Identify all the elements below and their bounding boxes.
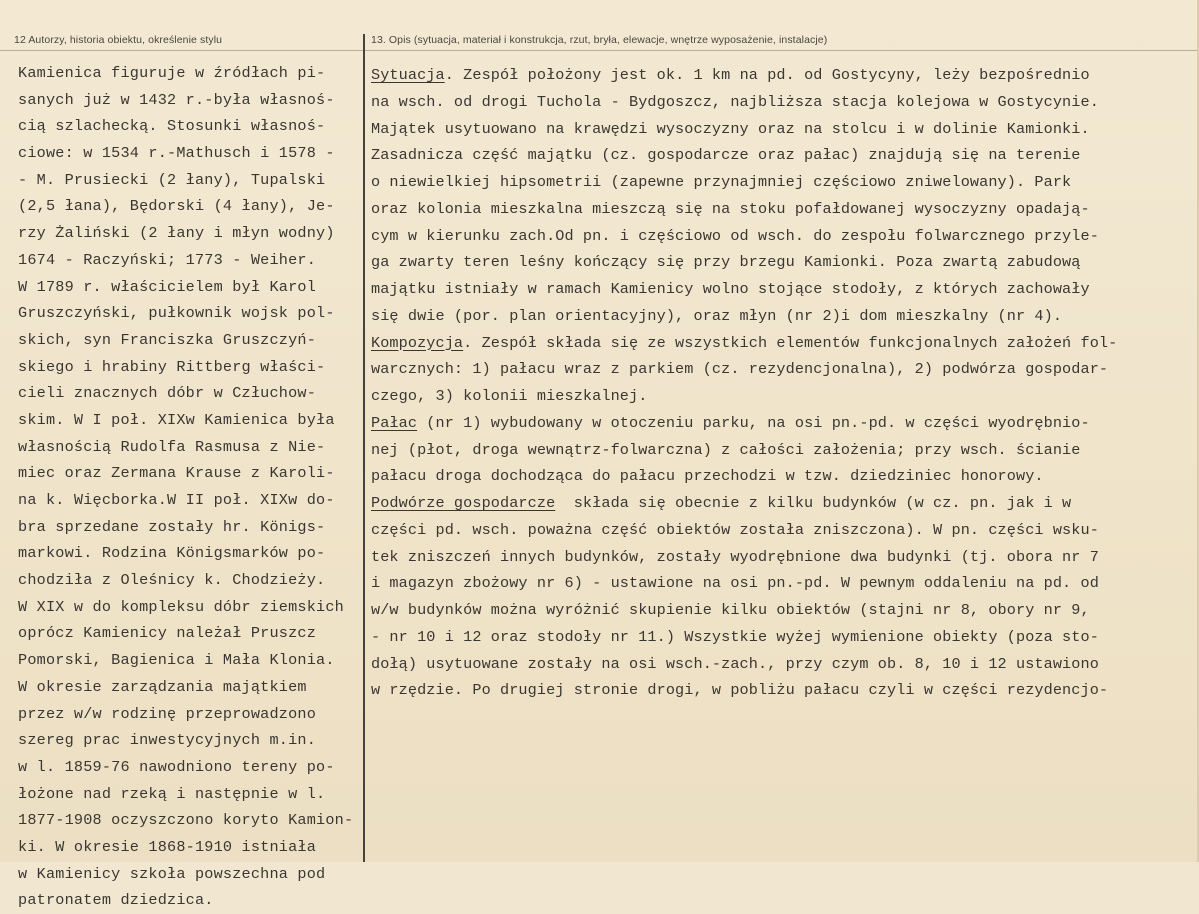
history-text-line: Pomorski, Bagienica i Mała Klonia. (18, 651, 335, 670)
description-text-line (371, 624, 1191, 651)
description-text-line (371, 276, 1191, 303)
history-text-line: chodziła z Oleśnicy k. Chodzieży. (18, 571, 326, 590)
line-text: - nr 10 i 12 oraz stodoły nr 11.) Wszystkie wyżej wymienione obiekty (poza sto- (371, 627, 1099, 646)
history-text-line: sanych już w 1432 r.-była własnoś- (18, 90, 335, 109)
line-text: pałacu droga dochodząca do pałacu przechodzi w tzw. dziedziniec honorowy. (371, 467, 1044, 486)
description-text-line (371, 303, 1191, 330)
description-text-line (371, 570, 1191, 597)
line-text: w rzędzie. Po drugiej stronie drogi, w pobliżu pałacu czyli w części rezydencjo- (371, 681, 1109, 700)
description-text-line (371, 62, 1191, 89)
line-text: . Zespół składa się ze wszystkich elementów funkcjonalnych założeń fol- (463, 333, 1118, 352)
description-text-line (371, 597, 1191, 624)
section-heading: Podwórze gospodarcze (371, 494, 556, 512)
description-text-line (371, 677, 1191, 704)
history-text-line: ciowe: w 1534 r.-Mathusch i 1578 - (18, 144, 335, 163)
line-text: czego, 3) kolonii mieszkalnej. (371, 387, 648, 405)
section-heading: Kompozycja (371, 333, 464, 352)
history-text-line: skim. W I poł. XIXw Kamienica była (18, 410, 335, 429)
description-column (371, 62, 1191, 704)
header-rule (0, 50, 1199, 51)
line-text: Zasadnicza część majątku (cz. gospodarcze oraz pałac) znajdują się na terenie (371, 146, 1081, 165)
history-text-line: - M. Prusiecki (2 łany), Tupalski (18, 170, 326, 189)
history-text-line: cią szlachecką. Stosunki własnoś- (18, 117, 326, 136)
line-text: nej (płot, droga wewnątrz-folwarczna) z całości założenia; przy wsch. ścianie (371, 440, 1081, 459)
line-text: cym w kierunku zach.Od pn. i częściowo od wsch. do zespołu folwarcznego przyle- (371, 226, 1099, 245)
history-text-line: Gruszczyński, pułkownik wojsk pol- (18, 304, 335, 323)
description-text-line (371, 544, 1191, 571)
history-text-line: łożone nad rzeką i następnie w l. (18, 784, 326, 803)
line-text: warcznych: 1) pałacu wraz z parkiem (cz. rezydencjonalna), 2) podwórza gospodar- (371, 360, 1109, 379)
history-text-line: W XIX w do kompleksu dóbr ziemskich (18, 597, 344, 616)
line-text: oraz kolonia mieszkalna mieszczą się na stoku pofałdowanej wysoczyzny opadają- (371, 199, 1090, 218)
description-text-line (371, 89, 1191, 116)
description-text-line (371, 223, 1191, 250)
history-column (18, 60, 363, 914)
line-text: części pd. wsch. poważna część obiektów została zniszczona). W pn. części wsku- (371, 520, 1099, 539)
description-text-line (371, 330, 1191, 357)
description-text-line (371, 196, 1191, 223)
line-text: o niewielkiej hipsometrii (zapewne przynajmniej częściowo zniwelowany). Park (371, 173, 1072, 191)
history-text-line: własnością Rudolfa Rasmusa z Nie- (18, 437, 326, 456)
section-heading: Sytuacja (371, 66, 445, 84)
description-text-line (371, 142, 1191, 169)
history-text-line: cieli znacznych dóbr w Człuchow- (18, 384, 317, 403)
description-text-line (371, 116, 1191, 143)
history-text-line: skich, syn Franciszka Gruszczyń- (18, 330, 317, 349)
history-text-line: 1674 - Raczyński; 1773 - Weiher. (18, 250, 317, 269)
line-text: i magazyn zbożowy nr 6) - ustawione na osi pn.-pd. W pewnym oddaleniu na pd. od (371, 574, 1099, 593)
line-text: się dwie (por. plan orientacyjny), oraz młyn (nr 2)i dom mieszkalny (nr 4). (371, 306, 1063, 325)
line-text: na wsch. od drogi Tuchola - Bydgoszcz, najbliższa stacja kolejowa w Gostycynie. (371, 92, 1099, 111)
description-text-line (371, 490, 1191, 517)
description-text-line (371, 651, 1191, 678)
history-text-line: rzy Żaliński (2 łany i młyn wodny) (18, 224, 335, 243)
history-text-line: markowi. Rodzina Königsmarków po- (18, 544, 326, 563)
description-text-line (371, 437, 1191, 464)
line-text: w/w budynków można wyróżnić skupienie kilku obiektów (stajni nr 8, obory nr 9, (371, 601, 1090, 619)
right-column-header: 13. Opis (sytuacja, materiał i konstrukcja, rzut, bryła, elewacje, wnętrze wyposażenie, instalacje) (371, 34, 828, 46)
history-text-line: na k. Więcborka.W II poł. XIXw do- (18, 491, 335, 509)
line-text: składa się obecnie z kilku budynków (w cz. pn. jak i w (555, 494, 1072, 512)
history-text-line: W 1789 r. właścicielem był Karol (18, 277, 317, 296)
description-text-line (371, 249, 1191, 276)
history-text-line: przez w/w rodzinę przeprowadzono (18, 704, 317, 723)
history-text-line: oprócz Kamienicy należał Pruszcz (18, 624, 317, 643)
description-text-line (371, 169, 1191, 196)
line-text: (nr 1) wybudowany w otoczeniu parku, na osi pn.-pd. w części wyodrębnio- (417, 413, 1090, 432)
line-text: majątku istniały w ramach Kamienicy wolno stojące stodoły, z których zachowały (371, 280, 1090, 298)
description-text-line (371, 463, 1191, 490)
history-text-line: w l. 1859-76 nawodniono tereny po- (18, 757, 335, 776)
line-text: Majątek usytuowano na krawędzi wysoczyzny oraz na stolcu i w dolinie Kamionki. (371, 119, 1090, 138)
left-column-header: 12 Autorzy, historia obiektu, określenie stylu (14, 34, 223, 46)
history-text-line: bra sprzedane zostały hr. Königs- (18, 517, 326, 536)
history-text-line: 1877-1908 oczyszczono koryto Kamion- (18, 811, 354, 830)
description-text-line (371, 356, 1191, 383)
history-text-line: patronatem dziedzica. (18, 891, 214, 910)
history-text-line: (2,5 łana), Będorski (4 łany), Je- (18, 197, 335, 216)
column-divider (363, 34, 365, 862)
history-text-line: szereg prac inwestycyjnych m.in. (18, 731, 317, 750)
history-text-line: skiego i hrabiny Rittberg właści- (18, 357, 326, 376)
line-text: dołą) usytuowane zostały na osi wsch.-zach., przy czym ob. 8, 10 i 12 ustawiono (371, 654, 1099, 673)
history-text-line: miec oraz Zermana Krause z Karoli- (18, 464, 335, 483)
history-text-line: Kamienica figuruje w źródłach pi- (18, 64, 326, 82)
line-text: . Zespół położony jest ok. 1 km na pd. od Gostycyny, leży bezpośrednio (444, 66, 1090, 84)
description-text-line (371, 383, 1191, 410)
line-text: ga zwarty teren leśny kończący się przy brzegu Kamionki. Poza zwartą zabudową (371, 253, 1081, 272)
history-text-line: w Kamienicy szkoła powszechna pod (18, 864, 326, 883)
line-text: tek zniszczeń innych budynków, zostały wyodrębnione dwa budynki (tj. obora nr 7 (371, 547, 1099, 566)
description-text-line (371, 410, 1191, 437)
history-text-line: ki. W okresie 1868-1910 istniała (18, 837, 317, 856)
history-text-line: W okresie zarządzania majątkiem (18, 677, 307, 696)
description-text-line (371, 517, 1191, 544)
section-heading: Pałac (371, 413, 418, 432)
